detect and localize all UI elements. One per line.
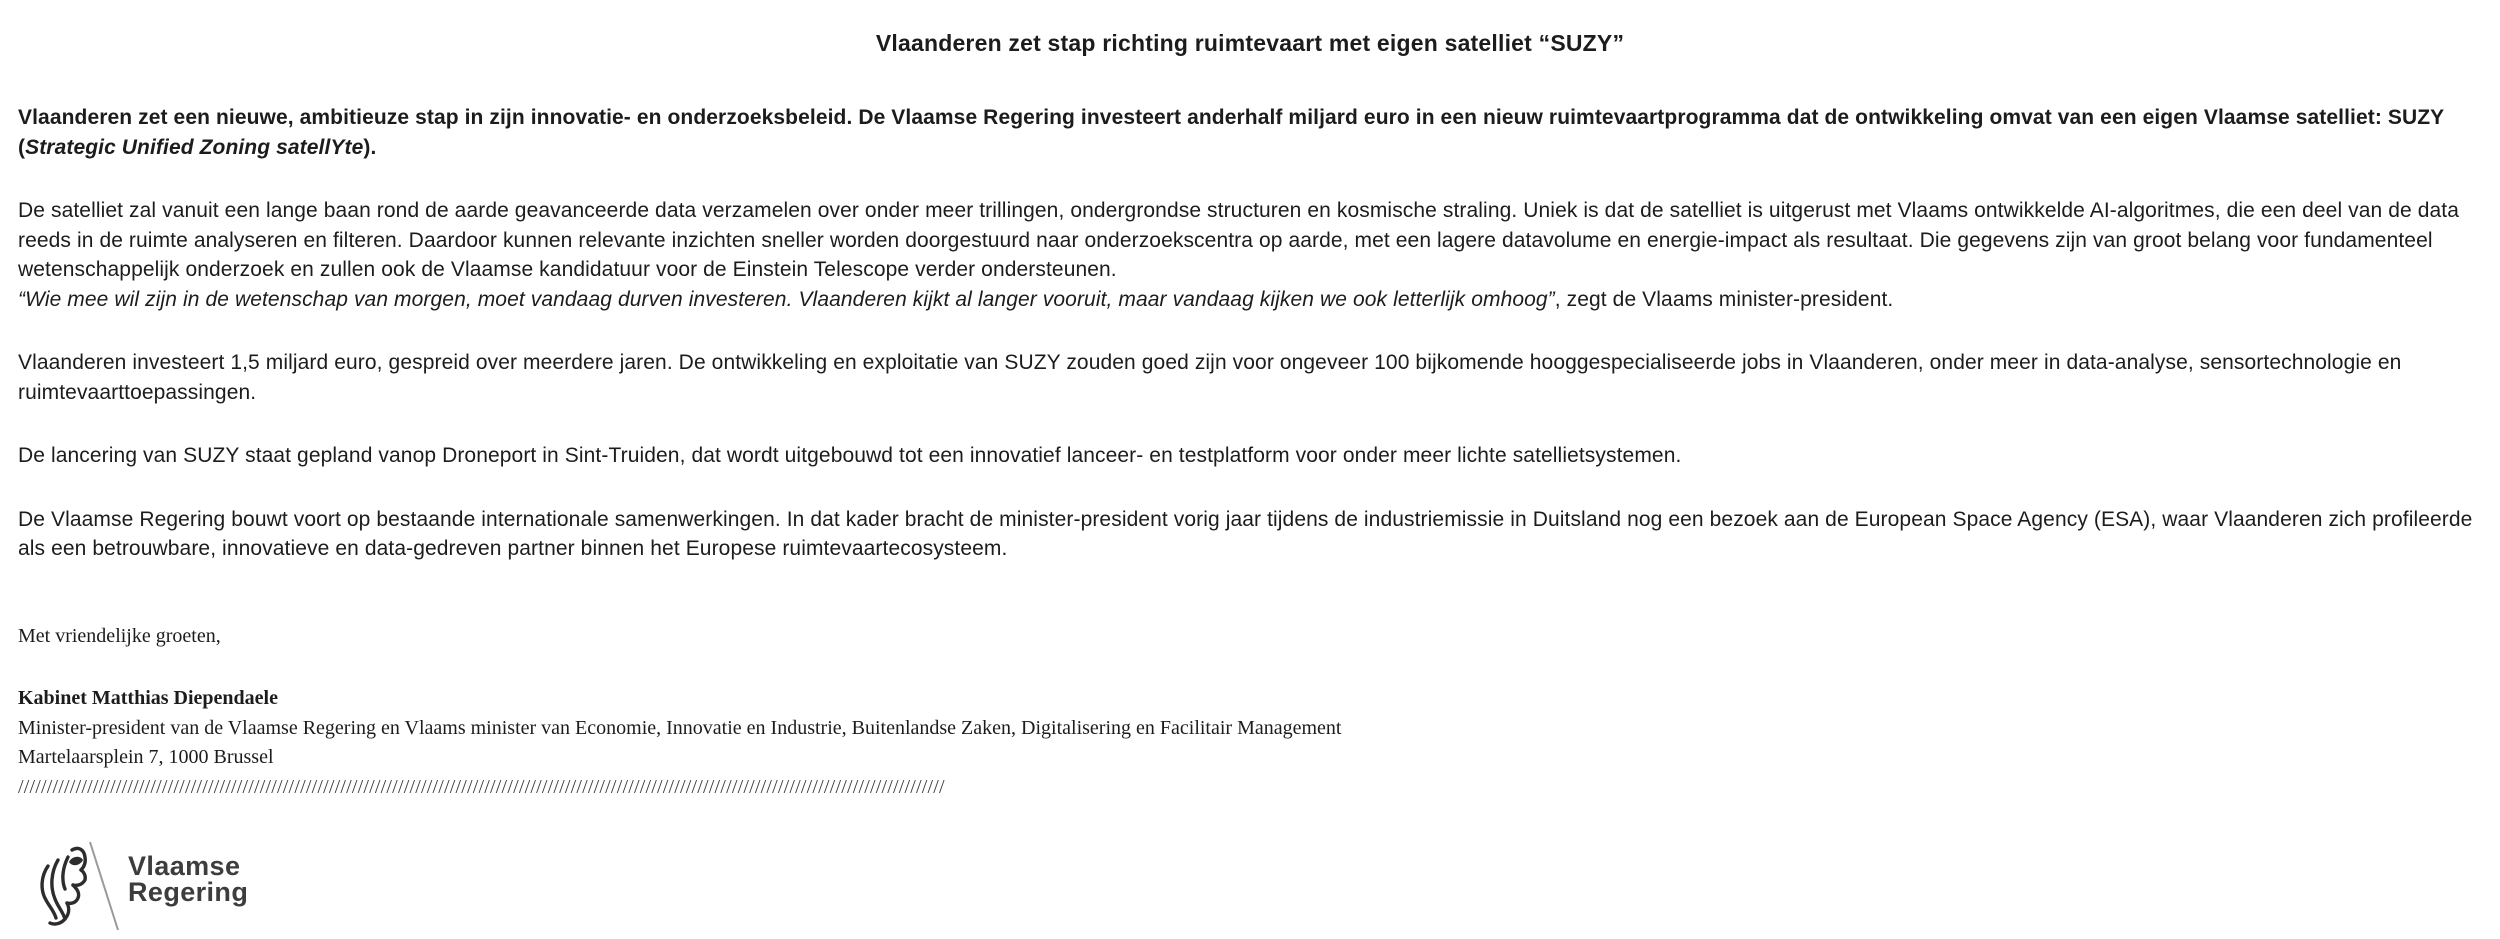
quote-paragraph — [18, 285, 2482, 315]
slash-divider: ///////////////////////////////////////////////////////////////////////////////////////////////////////////////////////////////////////////////////////////////// — [18, 775, 945, 798]
signature-greeting: Met vriendelijke groeten, — [18, 624, 221, 647]
body-paragraph-2: Vlaanderen investeert 1,5 miljard euro, gespreid over meerdere jaren. De ontwikkeling en exploitatie van SUZY zouden goed zijn voor ongeveer 100 bijkomende hooggespecialiseerde jobs in Vlaanderen, onder meer in data-analyse, sensortechnologie en ruimtevaarttoepassingen. — [18, 351, 2402, 404]
lead-satellite-name: Strategic Unified Zoning satellYte — [25, 135, 364, 159]
signature-cabinet: Kabinet Matthias Diependaele — [18, 687, 278, 709]
flemish-lion-icon — [38, 840, 120, 935]
signature-block — [18, 622, 2482, 803]
lead-paragraph — [18, 103, 2482, 162]
document-title: Vlaanderen zet stap richting ruimtevaart met eigen satelliet “SUZY” — [875, 30, 1625, 56]
body-paragraph-4: De Vlaamse Regering bouwt voort op bestaande internationale samenwerkingen. In dat kader bracht de minister-president vorig jaar tijdens de industriemissie in Duitsland nog een bezoek aan de European Space Agency (ESA), waar Vlaanderen zich profileerde als een betrouwbare, innovatieve en data-gedreven partner binnen het Europese ruimtevaartecosysteem. — [18, 507, 2473, 560]
body-paragraph-3: De lancering van SUZY staat gepland vanop Droneport in Sint-Truiden, dat wordt uitgebouwd tot een innovatief lanceer- en testplatform voor onder meer lichte satellietsystemen. — [18, 444, 1682, 467]
lead-text-before: Vlaanderen zet een nieuwe, ambitieuze stap in zijn innovatie- en onderzoeksbeleid. De Vlaamse Regering investeert anderhalf miljard euro in een nieuw ruimtevaartprogramma dat de ontwikkeling omvat van een eigen Vlaamse satelliet: SUZY ( — [18, 106, 2444, 159]
logo-text — [128, 853, 248, 905]
signature-role: Minister-president van de Vlaamse Regering en Vlaams minister van Economie, Innovatie en Industrie, Buitenlandse Zaken, Digitalisering en Facilitair Management — [18, 716, 1342, 739]
body-paragraph-1: De satelliet zal vanuit een lange baan rond de aarde geavanceerde data verzamelen over onder meer trillingen, ondergrondse structuren en kosmische straling. Uniek is dat de satelliet is uitgerust met Vlaams ontwikkelde AI-algoritmes, die een deel van de data reeds in de ruimte analyseren en filteren. Daardoor kunnen relevante inzichten sneller worden doorgestuurd naar onderzoekscentra op aarde, met een lagere datavolume en energie-impact als resultaat. Die gegevens zijn van groot belang voor fundamenteel wetenschappelijk onderzoek en zullen ook de Vlaamse kandidatuur voor de Einstein Telescope verder ondersteunen. — [18, 199, 2460, 281]
quote-attribution: , zegt de Vlaams minister-president. — [1554, 287, 1894, 311]
quote-text: “Wie mee wil zijn in de wetenschap van morgen, moet vandaag durven investeren. Vlaanderen kijkt al langer vooruit, maar vandaag kijken we ook letterlijk omhoog” — [18, 287, 1555, 311]
signature-address: Martelaarsplein 7, 1000 Brussel — [18, 746, 274, 768]
logo-text-line1: Vlaamse — [128, 851, 241, 881]
lead-text-after: ). — [363, 135, 377, 159]
logo-slash — [90, 842, 118, 930]
vlaamse-regering-logo — [38, 840, 2482, 935]
logo-text-line2: Regering — [128, 877, 249, 907]
